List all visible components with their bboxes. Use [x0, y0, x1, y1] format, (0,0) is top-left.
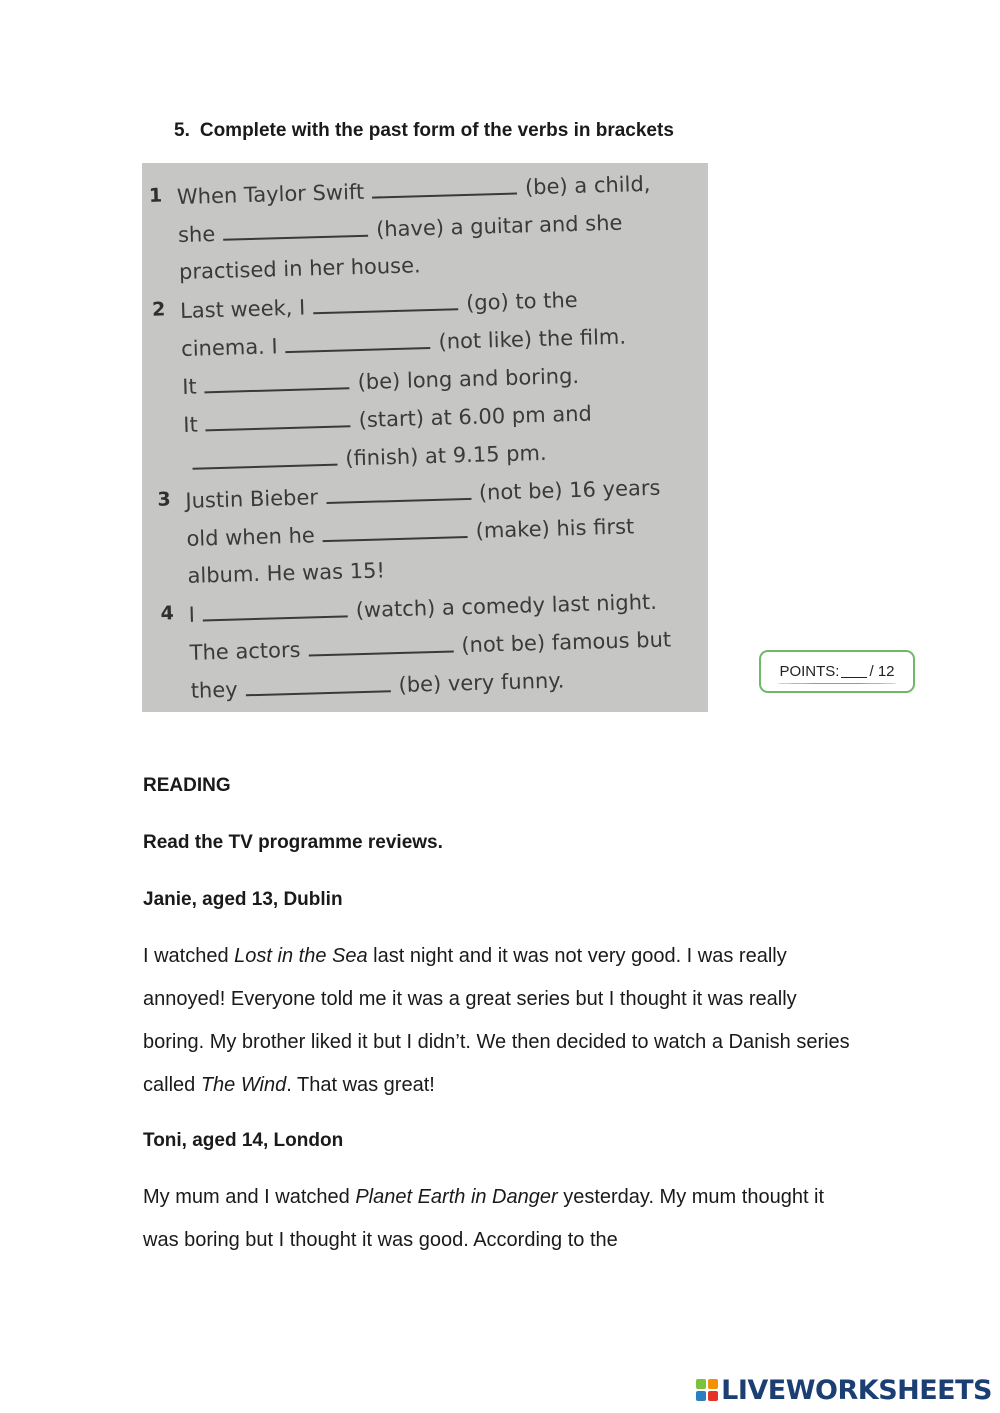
answer-blank[interactable]: [308, 632, 454, 656]
exercise-text: [184, 451, 185, 475]
exercise-text: The actors: [189, 637, 301, 665]
points-score-blank[interactable]: [841, 665, 867, 678]
points-box: [759, 650, 915, 693]
exercise-text: (watch) a comedy last night.: [355, 589, 658, 623]
review-segment: last night and it was not very good. I was really annoyed! Everyone told me it was a great series but I thought it was really boring. My brother liked it but I didn’t. We then decided to watch a Danish series called: [143, 945, 850, 1096]
logo-square-blue: [696, 1391, 706, 1401]
answer-blank[interactable]: [285, 329, 431, 353]
exercise-text: (start) at 6.00 pm and: [358, 401, 593, 433]
exercise-text: It: [181, 374, 198, 399]
exercise-text: they: [190, 677, 238, 703]
exercise-text: (not be) 16 years: [478, 475, 661, 505]
logo-square-red: [708, 1391, 718, 1401]
exercise-text: (be) long and boring.: [357, 363, 580, 395]
exercise-line: [178, 210, 623, 247]
exercise-text: (not like) the film.: [438, 324, 627, 354]
answer-blank[interactable]: [322, 518, 468, 542]
exercise-text: Last week, I: [179, 295, 306, 323]
exercise-line: [181, 324, 626, 361]
review-text-2: [143, 1176, 863, 1262]
exercise-photo: [142, 163, 708, 712]
review-segment: yesterday. My mum thought it was boring but I thought it was good. According to the: [143, 1186, 825, 1251]
answer-blank[interactable]: [245, 672, 391, 696]
answer-blank[interactable]: [313, 290, 459, 314]
exercise-text: she: [177, 221, 216, 248]
points-total: / 12: [869, 663, 895, 680]
programme-title: Planet Earth in Danger: [355, 1186, 558, 1208]
exercise-text: (go) to the: [465, 287, 578, 315]
logo-text: LIVEWORKSHEETS: [721, 1374, 992, 1406]
item-number: 3: [157, 488, 171, 511]
programme-title: The Wind: [200, 1074, 287, 1096]
exercise-text: It: [182, 412, 199, 437]
exercise-line: [179, 253, 421, 284]
liveworksheets-logo[interactable]: [696, 1375, 992, 1405]
exercise-text: When Taylor Swift: [176, 179, 365, 210]
exercise-line: [157, 475, 661, 513]
answer-blank[interactable]: [205, 407, 351, 431]
points-label: POINTS:: [779, 663, 840, 680]
item-number: 1: [148, 184, 163, 207]
logo-square-orange: [708, 1379, 718, 1389]
review-author-1: Janie, aged 13, Dublin: [143, 889, 343, 910]
exercise-line: [160, 589, 658, 627]
reading-heading: READING: [143, 775, 231, 796]
answer-blank[interactable]: [192, 446, 338, 470]
exercise-text: practised in her house.: [178, 253, 421, 285]
logo-square-green: [696, 1379, 706, 1389]
exercise-text: Justin Bieber: [185, 485, 319, 513]
exercise-line: [182, 363, 579, 399]
exercise-text: cinema. I: [180, 334, 278, 361]
exercise-text: (be) very funny.: [398, 668, 565, 698]
exercise-text: old when he: [186, 523, 316, 551]
exercise-instruction: Complete with the past form of the verbs in brackets: [199, 120, 674, 141]
exercise-line: [183, 401, 592, 437]
exercise-text: (make) his first: [475, 514, 635, 543]
exercise-line: [190, 667, 564, 702]
exercise-line: [189, 626, 671, 664]
exercise-line: [151, 287, 578, 323]
answer-blank[interactable]: [223, 217, 369, 241]
exercise-text: album. He was 15!: [187, 558, 386, 588]
exercise-number: 5.: [174, 120, 190, 141]
answer-blank[interactable]: [372, 175, 518, 199]
review-segment: . That was great!: [286, 1074, 435, 1096]
exercise-text: (be) a child,: [524, 171, 651, 200]
points-decoration: [777, 683, 897, 684]
exercise-line: [184, 440, 547, 475]
item-number: 4: [160, 602, 175, 625]
exercise-text: (have) a guitar and she: [375, 210, 623, 242]
exercise-heading: [174, 120, 674, 142]
review-segment: I watched: [143, 945, 235, 967]
exercise-line: [186, 513, 634, 550]
answer-blank[interactable]: [326, 480, 472, 504]
answer-blank[interactable]: [204, 369, 350, 393]
programme-title: Lost in the Sea: [234, 945, 368, 967]
exercise-line: [148, 171, 651, 210]
review-text-1: [143, 935, 863, 1107]
exercise-text: I: [188, 602, 196, 627]
answer-blank[interactable]: [202, 597, 348, 621]
exercise-line: [187, 558, 385, 588]
reading-instruction: Read the TV programme reviews.: [143, 832, 443, 853]
item-number: 2: [151, 298, 166, 321]
liveworksheets-logo-icon: [696, 1379, 718, 1401]
review-author-2: Toni, aged 14, London: [143, 1130, 344, 1151]
review-segment: My mum and I watched: [143, 1186, 356, 1208]
exercise-text: (finish) at 9.15 pm.: [344, 440, 547, 471]
exercise-text: (not be) famous but: [461, 627, 672, 658]
